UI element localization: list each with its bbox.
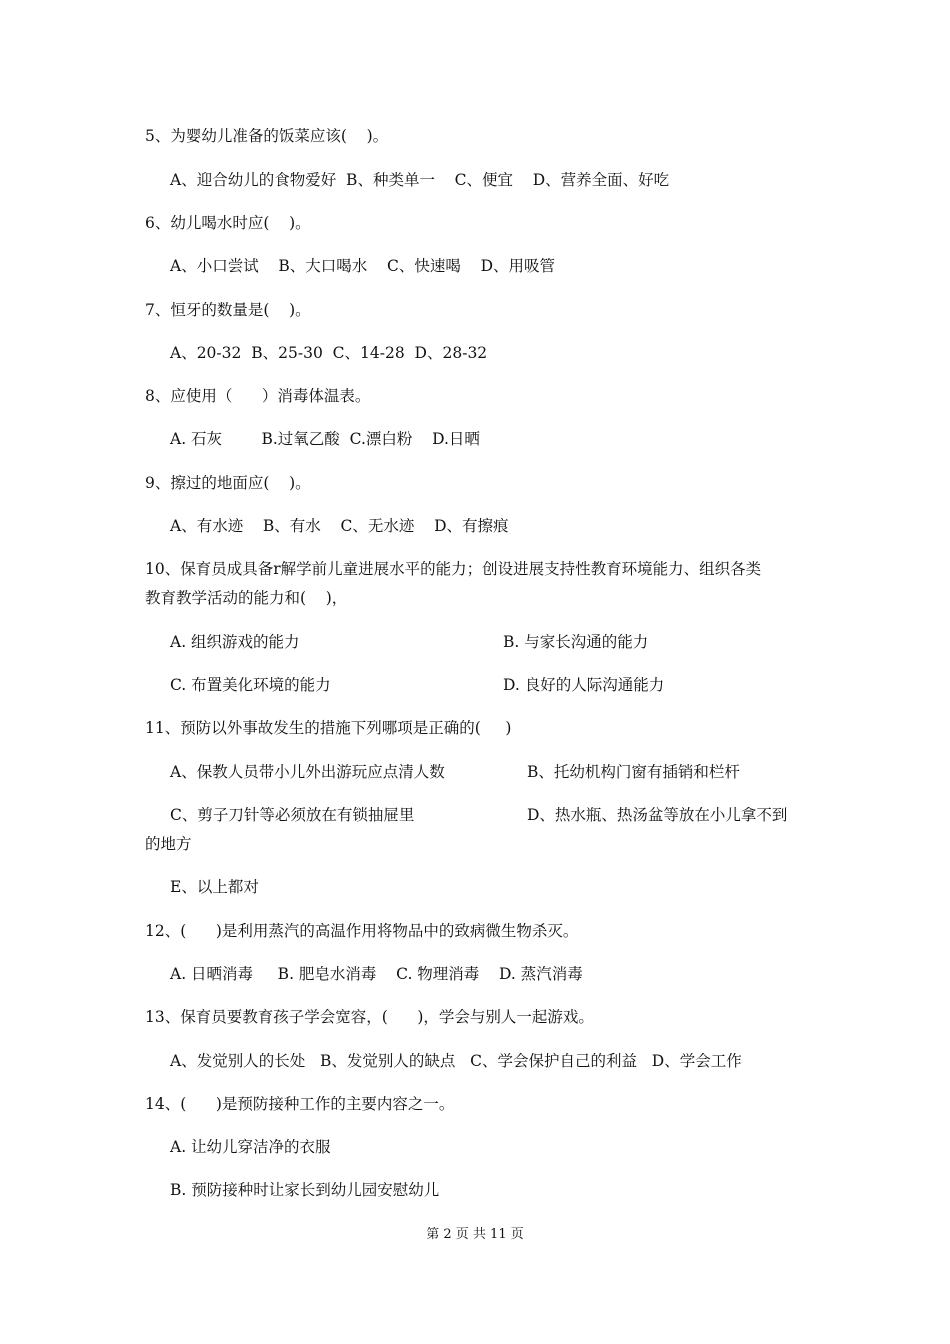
question-10-stem-line1: 10、保育员成具备r解学前儿童进展水平的能力；创设进展支持性教育环境能力、组织各类	[145, 560, 762, 578]
question-11-option-c: C、剪子刀针等必须放在有锁抽屉里	[170, 806, 415, 824]
question-6-options: A、小口尝试 B、大口喝水 C、快速喝 D、用吸管	[170, 257, 555, 275]
question-9-options: A、有水迹 B、有水 C、无水迹 D、有擦痕	[170, 517, 509, 535]
page-number-footer: 第 2 页 共 11 页	[426, 1227, 524, 1242]
question-11-option-b: B、托幼机构门窗有插销和栏杆	[527, 763, 740, 781]
question-13-stem: 13、保育员要教育孩子学会宽容，( )，学会与别人一起游戏。	[145, 1008, 594, 1026]
question-7-options: A、20-32 B、25-30 C、14-28 D、28-32	[170, 344, 488, 362]
question-8-options: A. 石灰 B.过氧乙酸 C.漂白粉 D.日晒	[170, 430, 480, 448]
question-7-stem: 7、恒牙的数量是( )。	[145, 301, 311, 319]
question-5-options: A、迎合幼儿的食物爱好 B、种类单一 C、便宜 D、营养全面、好吃	[170, 171, 670, 189]
question-10-option-d: D. 良好的人际沟通能力	[503, 676, 665, 694]
question-14-option-b: B. 预防接种时让家长到幼儿园安慰幼儿	[170, 1181, 440, 1199]
question-14-option-a: A. 让幼儿穿洁净的衣服	[170, 1138, 331, 1156]
question-5-stem: 5、为婴幼儿准备的饭菜应该( )。	[145, 127, 389, 145]
question-11-stem: 11、预防以外事故发生的措施下列哪项是正确的( )	[145, 719, 512, 737]
question-6-stem: 6、幼儿喝水时应( )。	[145, 214, 311, 232]
question-12-stem: 12、( )是利用蒸汽的高温作用将物品中的致病微生物杀灭。	[145, 922, 579, 940]
question-10-option-c: C. 布置美化环境的能力	[170, 676, 331, 694]
question-11-option-d-line2: 的地方	[145, 835, 192, 853]
question-12-options: A. 日晒消毒 B. 肥皂水消毒 C. 物理消毒 D. 蒸汽消毒	[170, 965, 583, 983]
question-10-stem-line2: 教育教学活动的能力和( )，	[145, 589, 348, 607]
question-11-option-a: A、保教人员带小儿外出游玩应点清人数	[170, 763, 445, 781]
question-8-stem: 8、应使用（ ）消毒体温表。	[145, 387, 371, 405]
question-14-stem: 14、( )是预防接种工作的主要内容之一。	[145, 1095, 455, 1113]
question-9-stem: 9、擦过的地面应( )。	[145, 474, 311, 492]
question-10-option-b: B. 与家长沟通的能力	[503, 633, 649, 651]
question-11-option-e: E、以上都对	[170, 878, 259, 896]
question-10-option-a: A. 组织游戏的能力	[170, 633, 300, 651]
question-13-options: A、发觉别人的长处 B、发觉别人的缺点 C、学会保护自己的利益 D、学会工作	[170, 1052, 742, 1070]
question-11-option-d-line1: D、热水瓶、热汤盆等放在小儿拿不到	[527, 806, 788, 824]
